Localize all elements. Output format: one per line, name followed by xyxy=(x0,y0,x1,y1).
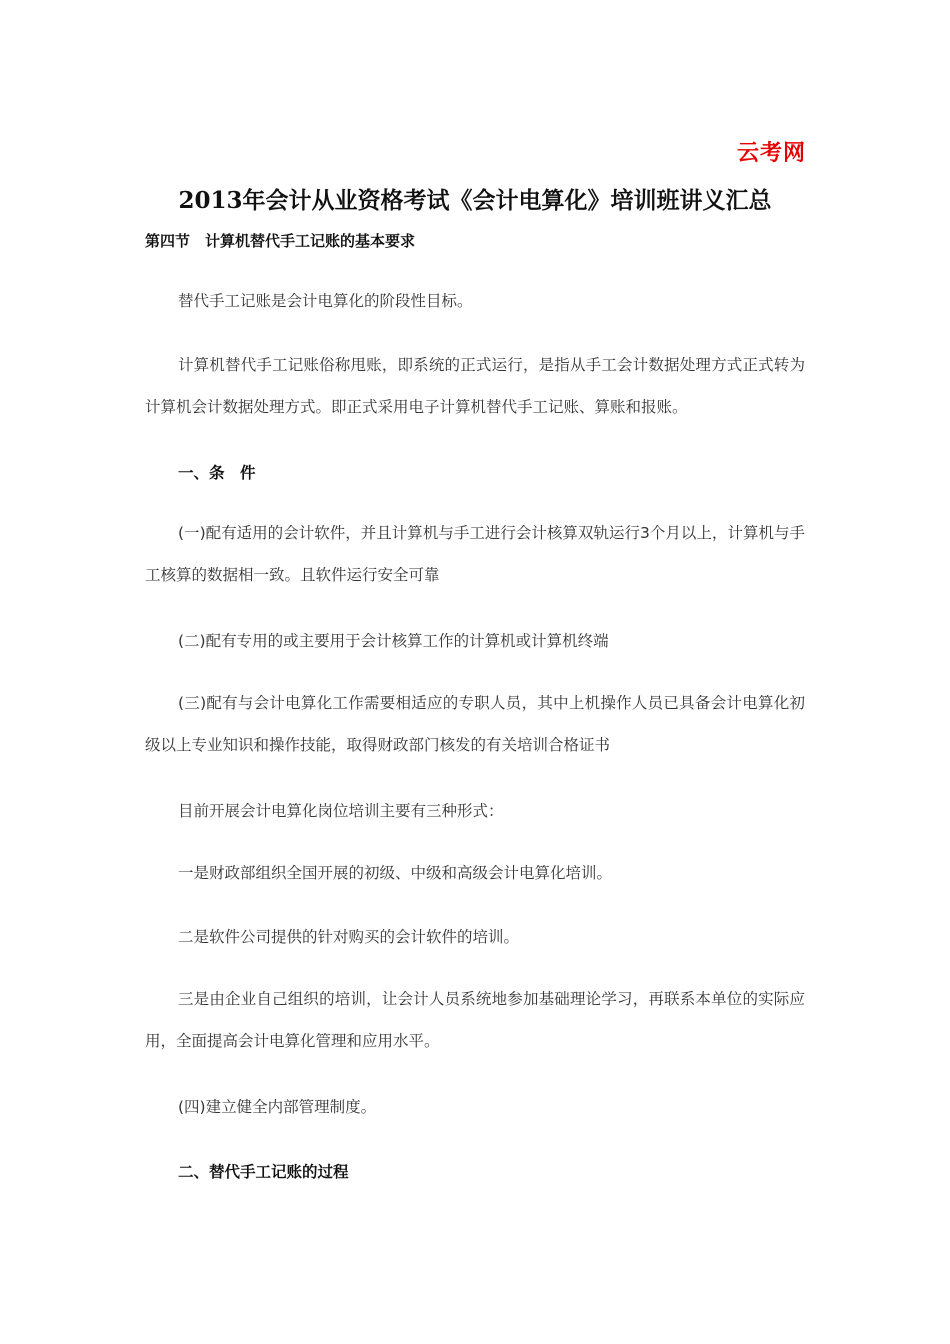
heading-conditions: 一、条 件 xyxy=(178,464,256,482)
document-title: 2013年会计从业资格考试《会计电算化》培训班讲义汇总 xyxy=(178,187,772,214)
paragraph-condition-1: (一)配有适用的会计软件，并且计算机与手工进行会计核算双轨运行3个月以上，计算机与手工核算的数据相一致。且软件运行安全可靠 xyxy=(145,524,805,584)
paragraph-intro: 替代手工记账是会计电算化的阶段性目标。 xyxy=(178,292,473,310)
paragraph-training-1: 一是财政部组织全国开展的初级、中级和高级会计电算化培训。 xyxy=(178,864,613,882)
section-title: 第四节 计算机替代手工记账的基本要求 xyxy=(145,232,416,250)
paragraph-condition-4: (四)建立健全内部管理制度。 xyxy=(178,1098,377,1116)
paragraph-training-3: 三是由企业自己组织的培训，让会计人员系统地参加基础理论学习，再联系本单位的实际应用，全面提高会计电算化管理和应用水平。 xyxy=(145,990,805,1050)
paragraph-training-2: 二是软件公司提供的针对购买的会计软件的培训。 xyxy=(178,928,520,946)
paragraph-training-forms: 目前开展会计电算化岗位培训主要有三种形式： xyxy=(178,802,504,820)
brand-logo-text: 云考网 xyxy=(736,140,806,166)
paragraph-condition-3: (三)配有与会计电算化工作需要相适应的专职人员，其中上机操作人员已具备会计电算化初级以上专业知识和操作技能，取得财政部门核发的有关培训合格证书 xyxy=(145,694,805,754)
heading-process: 二、替代手工记账的过程 xyxy=(178,1163,349,1181)
paragraph-definition: 计算机替代手工记账俗称甩账，即系统的正式运行，是指从手工会计数据处理方式正式转为计算机会计数据处理方式。即正式采用电子计算机替代手工记账、算账和报账。 xyxy=(145,356,805,416)
paragraph-condition-2: (二)配有专用的或主要用于会计核算工作的计算机或计算机终端 xyxy=(178,632,609,650)
